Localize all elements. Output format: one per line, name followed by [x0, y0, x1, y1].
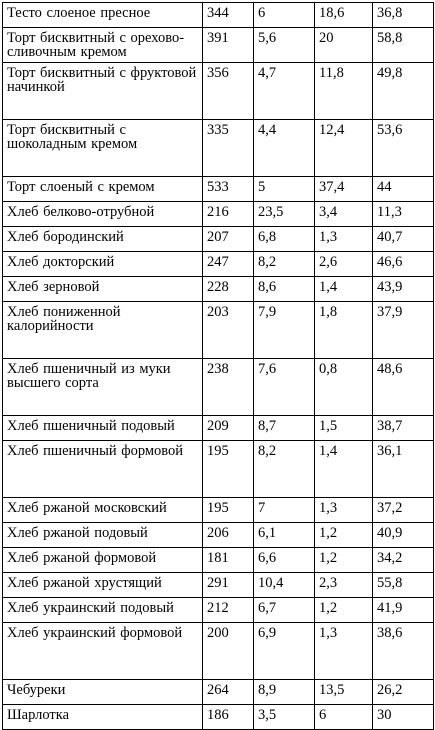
calories-cell: 264	[203, 680, 254, 705]
calories-cell: 207	[203, 227, 254, 252]
calories-cell: 391	[203, 28, 254, 63]
food-name-cell: Хлеб докторский	[3, 252, 203, 277]
calories-cell: 195	[203, 441, 254, 498]
carbs-cell: 38,7	[373, 416, 434, 441]
protein-cell: 5	[254, 177, 315, 202]
table-row	[3, 120, 434, 177]
calories-cell: 206	[203, 523, 254, 548]
carbs-cell: 37,2	[373, 498, 434, 523]
food-name-cell: Хлеб пшеничный подовый	[3, 416, 203, 441]
fat-cell: 20	[315, 28, 373, 63]
fat-cell: 1,4	[315, 277, 373, 302]
food-name-cell: Торт бисквитный с шоколадным кремом	[3, 120, 203, 177]
protein-cell: 6,9	[254, 623, 315, 680]
fat-cell: 13,5	[315, 680, 373, 705]
table-row	[3, 202, 434, 227]
table-row	[3, 441, 434, 498]
table-row	[3, 28, 434, 63]
protein-cell: 6,8	[254, 227, 315, 252]
food-name-cell: Хлеб пониженной калорийности	[3, 302, 203, 359]
calories-cell: 356	[203, 63, 254, 120]
table-row	[3, 3, 434, 28]
protein-cell: 5,6	[254, 28, 315, 63]
calories-cell: 291	[203, 573, 254, 598]
protein-cell: 10,4	[254, 573, 315, 598]
table-row	[3, 227, 434, 252]
table-body	[3, 3, 434, 730]
table-row	[3, 252, 434, 277]
protein-cell: 8,9	[254, 680, 315, 705]
protein-cell: 4,4	[254, 120, 315, 177]
protein-cell: 8,6	[254, 277, 315, 302]
fat-cell: 18,6	[315, 3, 373, 28]
food-name-cell: Хлеб украинский формовой	[3, 623, 203, 680]
fat-cell: 2,3	[315, 573, 373, 598]
food-name-cell: Хлеб ржаной хрустящий	[3, 573, 203, 598]
fat-cell: 12,4	[315, 120, 373, 177]
protein-cell: 23,5	[254, 202, 315, 227]
carbs-cell: 44	[373, 177, 434, 202]
calories-cell: 186	[203, 705, 254, 730]
protein-cell: 7	[254, 498, 315, 523]
protein-cell: 4,7	[254, 63, 315, 120]
table-row	[3, 63, 434, 120]
table-row	[3, 705, 434, 730]
table-row	[3, 498, 434, 523]
calories-cell: 335	[203, 120, 254, 177]
table-row	[3, 680, 434, 705]
carbs-cell: 48,6	[373, 359, 434, 416]
fat-cell: 6	[315, 705, 373, 730]
carbs-cell: 36,1	[373, 441, 434, 498]
food-name-cell: Хлеб ржаной формовой	[3, 548, 203, 573]
protein-cell: 6,7	[254, 598, 315, 623]
carbs-cell: 41,9	[373, 598, 434, 623]
carbs-cell: 58,8	[373, 28, 434, 63]
food-name-cell: Хлеб бородинский	[3, 227, 203, 252]
table-row	[3, 277, 434, 302]
calories-cell: 203	[203, 302, 254, 359]
table-row	[3, 573, 434, 598]
fat-cell: 1,2	[315, 598, 373, 623]
carbs-cell: 38,6	[373, 623, 434, 680]
calories-cell: 212	[203, 598, 254, 623]
carbs-cell: 36,8	[373, 3, 434, 28]
calories-cell: 216	[203, 202, 254, 227]
food-name-cell: Хлеб белково-отрубной	[3, 202, 203, 227]
carbs-cell: 37,9	[373, 302, 434, 359]
protein-cell: 3,5	[254, 705, 315, 730]
protein-cell: 8,2	[254, 252, 315, 277]
protein-cell: 6,1	[254, 523, 315, 548]
table-row	[3, 623, 434, 680]
carbs-cell: 49,8	[373, 63, 434, 120]
carbs-cell: 40,9	[373, 523, 434, 548]
table-row	[3, 598, 434, 623]
fat-cell: 3,4	[315, 202, 373, 227]
table-row	[3, 548, 434, 573]
fat-cell: 1,2	[315, 548, 373, 573]
calories-cell: 344	[203, 3, 254, 28]
calories-cell: 228	[203, 277, 254, 302]
food-name-cell: Хлеб украинский подовый	[3, 598, 203, 623]
calories-cell: 209	[203, 416, 254, 441]
food-name-cell: Чебуреки	[3, 680, 203, 705]
fat-cell: 0,8	[315, 359, 373, 416]
protein-cell: 7,9	[254, 302, 315, 359]
carbs-cell: 43,9	[373, 277, 434, 302]
fat-cell: 2,6	[315, 252, 373, 277]
fat-cell: 1,3	[315, 227, 373, 252]
calories-cell: 238	[203, 359, 254, 416]
protein-cell: 6	[254, 3, 315, 28]
carbs-cell: 30	[373, 705, 434, 730]
food-name-cell: Торт бисквитный с фруктовой начинкой	[3, 63, 203, 120]
nutrition-table	[2, 2, 434, 730]
protein-cell: 7,6	[254, 359, 315, 416]
calories-cell: 181	[203, 548, 254, 573]
food-name-cell: Хлеб пшеничный из муки высшего сорта	[3, 359, 203, 416]
food-name-cell: Торт бисквитный с орехово-сливочным кремом	[3, 28, 203, 63]
table-row	[3, 359, 434, 416]
fat-cell: 1,4	[315, 441, 373, 498]
carbs-cell: 53,6	[373, 120, 434, 177]
food-name-cell: Торт слоеный с кремом	[3, 177, 203, 202]
protein-cell: 8,2	[254, 441, 315, 498]
protein-cell: 8,7	[254, 416, 315, 441]
fat-cell: 1,5	[315, 416, 373, 441]
table-row	[3, 302, 434, 359]
fat-cell: 11,8	[315, 63, 373, 120]
protein-cell: 6,6	[254, 548, 315, 573]
carbs-cell: 40,7	[373, 227, 434, 252]
table-row	[3, 416, 434, 441]
fat-cell: 1,3	[315, 498, 373, 523]
calories-cell: 533	[203, 177, 254, 202]
fat-cell: 37,4	[315, 177, 373, 202]
food-name-cell: Хлеб ржаной подовый	[3, 523, 203, 548]
carbs-cell: 26,2	[373, 680, 434, 705]
food-name-cell: Шарлотка	[3, 705, 203, 730]
food-name-cell: Тесто слоеное пресное	[3, 3, 203, 28]
carbs-cell: 11,3	[373, 202, 434, 227]
calories-cell: 195	[203, 498, 254, 523]
fat-cell: 1,8	[315, 302, 373, 359]
carbs-cell: 46,6	[373, 252, 434, 277]
food-name-cell: Хлеб зерновой	[3, 277, 203, 302]
table-row	[3, 523, 434, 548]
table-row	[3, 177, 434, 202]
carbs-cell: 55,8	[373, 573, 434, 598]
fat-cell: 1,2	[315, 523, 373, 548]
calories-cell: 200	[203, 623, 254, 680]
food-name-cell: Хлеб ржаной московский	[3, 498, 203, 523]
carbs-cell: 34,2	[373, 548, 434, 573]
fat-cell: 1,3	[315, 623, 373, 680]
calories-cell: 247	[203, 252, 254, 277]
food-name-cell: Хлеб пшеничный формовой	[3, 441, 203, 498]
